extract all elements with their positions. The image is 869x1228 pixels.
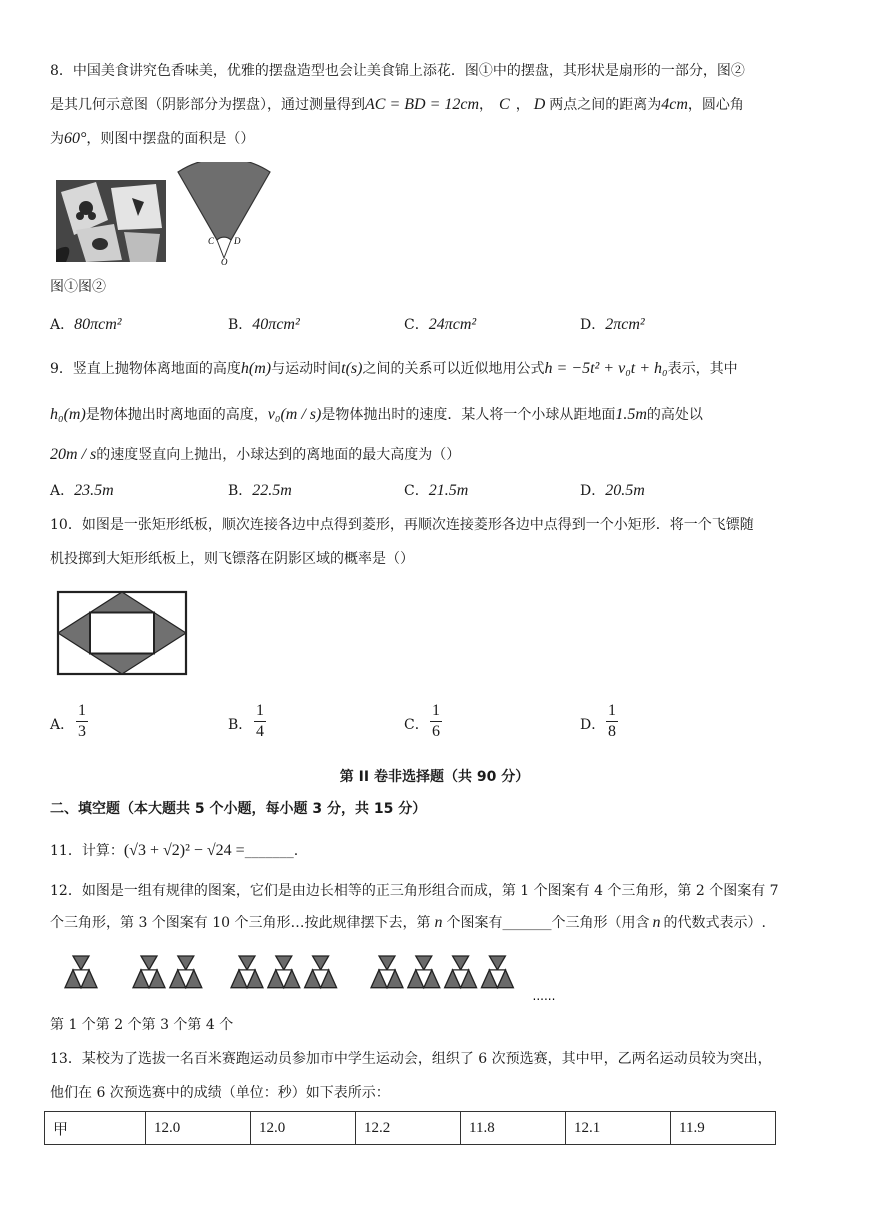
q12-ellipsis: ...... (532, 989, 556, 1003)
q8-line2-text-h: ，圆心角 (687, 97, 744, 113)
q9-v0-var: v₀(m / s) (267, 406, 322, 423)
q8-label-o: O (221, 257, 228, 266)
q10-option-c-num: 1 (432, 702, 440, 719)
q8-photo-drawing (56, 180, 166, 262)
q9-text-f: 是物体抛出时的速度．某人将一个小球从距地面 (321, 407, 616, 423)
q8-figure1-photo (56, 180, 166, 262)
q8-point-c: C (499, 96, 510, 113)
q10-option-b-letter: B． (228, 717, 253, 733)
q8-line2-text-b: ， (479, 97, 494, 113)
q9-text-g: 的高处以 (646, 407, 703, 423)
q8-option-d-value: 2πcm² (605, 316, 645, 333)
pattern-top-triangle (489, 956, 505, 970)
q13-score-table (44, 1111, 776, 1145)
q9-text-d: 表示，其中 (667, 361, 738, 377)
q8-option-c[interactable] (404, 314, 476, 336)
q10-option-d-den: 8 (608, 723, 616, 740)
q8-point-d: D (533, 96, 546, 113)
q8-option-a-value: 80πcm² (74, 316, 122, 333)
q12-n-var-2: n (652, 914, 661, 931)
q13-line1: 13．某校为了选拔一名百米赛跑运动员参加市中学生运动会，组织了 6 次预选赛，其中甲，乙两名运动员较为突出， (50, 1051, 772, 1067)
q9-height-var: h(m) (240, 360, 272, 377)
q8-option-a-letter: A． (50, 317, 75, 333)
table-row (45, 1112, 776, 1145)
q10-option-b-fraction (254, 702, 266, 741)
q8-radius-right (224, 240, 231, 258)
q10-option-c-den: 6 (432, 723, 440, 740)
q9-option-a-letter: A． (50, 483, 75, 499)
q13-score-5: 12.1 (566, 1112, 671, 1145)
pattern-top-triangle (178, 956, 194, 970)
q13-score-1: 12.0 (146, 1112, 251, 1145)
q12-triangle-patterns (56, 950, 556, 1006)
q10-option-d-num: 1 (608, 702, 616, 719)
q9-text-h: 的速度竖直向上抛出，小球达到的离地面的最大高度为（） (96, 447, 461, 463)
q12-text-b: 个图案有 (446, 915, 503, 931)
q10-option-b[interactable] (228, 712, 252, 734)
q8-label-c: C (208, 236, 215, 246)
q9-text-a: 9．竖直上抛物体离地面的高度 (50, 361, 241, 377)
q12-caption: 第 1 个第 2 个第 3 个第 4 个 (50, 1017, 234, 1033)
q8-option-d-letter: D． (580, 317, 606, 333)
q10-option-c-letter: C． (404, 717, 429, 733)
q9-option-d-value: 20.5m (605, 482, 645, 499)
q8-figure-caption: 图①图② (50, 279, 106, 295)
q9-text-e: 是物体抛出时离地面的高度， (85, 407, 268, 423)
pattern-top-triangle (453, 956, 469, 970)
q8-line2-text-a: 是其几何示意图（阴影部分为摆盘），通过测量得到 (50, 97, 365, 113)
q10-option-a-letter: A． (50, 717, 75, 733)
q9-h0-var: h₀(m) (50, 406, 86, 423)
q9-option-d[interactable] (580, 480, 645, 502)
q13-score-4: 11.8 (461, 1112, 566, 1145)
q10-option-d-fraction (606, 702, 618, 741)
q8-line2-text-f: 两点之间的距离为 (549, 97, 662, 113)
q13-score-3: 12.2 (356, 1112, 461, 1145)
q13-score-2: 12.0 (251, 1112, 356, 1145)
q8-option-b-letter: B． (228, 317, 253, 333)
q12-text-a: 个三角形，第 3 个图案有 10 个三角形…按此规律摆下去，第 (50, 915, 431, 931)
q9-text-c: 之间的关系可以近似地用公式 (362, 361, 545, 377)
q11-prefix: 11．计算： (50, 843, 124, 859)
q10-option-d[interactable] (580, 712, 605, 734)
q9-option-a[interactable] (50, 480, 114, 502)
q10-option-d-letter: D． (580, 717, 606, 733)
q10-option-b-den: 4 (256, 723, 264, 740)
q8-figure2-sector (172, 162, 278, 266)
q11-suffix: . (293, 843, 299, 859)
pattern-top-triangle (73, 956, 89, 970)
q12-text-c: 个三角形（用含 (551, 915, 650, 931)
q8-option-b-value: 40πcm² (252, 316, 300, 333)
q13-score-6: 11.9 (671, 1112, 776, 1145)
q9-option-d-letter: D． (580, 483, 606, 499)
q8-line3 (50, 128, 254, 150)
q8-label-d: D (234, 236, 241, 246)
q8-option-c-letter: C． (404, 317, 429, 333)
q9-option-a-value: 23.5m (74, 482, 114, 499)
q8-distance: 4cm (661, 96, 688, 113)
pattern-top-triangle (141, 956, 157, 970)
q9-formula: h = −5t² + v₀t + h₀ (544, 360, 668, 377)
q10-option-b-num: 1 (256, 702, 264, 719)
q12-line2 (50, 912, 766, 934)
q10-option-c[interactable] (404, 712, 429, 734)
q9-option-c-letter: C． (404, 483, 429, 499)
q10-option-a-den: 3 (78, 723, 86, 740)
q11-answer-blank[interactable]: _______ (244, 843, 294, 859)
q8-line2-text-d: ， (515, 97, 530, 113)
q12-text-d: 的代数式表示）. (663, 915, 766, 931)
q8-line3-text-b: ，则图中摆盘的面积是（） (86, 131, 255, 147)
q9-option-c[interactable] (404, 480, 468, 502)
q9-option-c-value: 21.5m (428, 482, 469, 499)
q8-option-c-value: 24πcm² (428, 316, 477, 333)
q10-line1: 10．如图是一张矩形纸板，顺次连接各边中点得到菱形，再顺次连接菱形各边中点得到一个小矩形．将一个飞镖随 (50, 517, 754, 533)
q9-speed: 20m / s (50, 446, 97, 463)
q8-line1: 8．中国美食讲究色香味美，优雅的摆盘造型也会让美食锦上添花．图①中的摆盘，其形状是扇形的一部分，图② (50, 63, 745, 79)
pattern-top-triangle (416, 956, 432, 970)
q9-option-b-letter: B． (228, 483, 253, 499)
q8-shaded-region (178, 162, 270, 240)
q11-line (50, 840, 298, 862)
q9-text-b: 与运动时间 (271, 361, 342, 377)
section2-subtitle: 二、填空题（本大题共 5 个小题，每小题 3 分，共 15 分） (50, 801, 427, 817)
q10-option-a[interactable] (50, 712, 74, 734)
q10-option-a-num: 1 (78, 702, 86, 719)
q12-pattern-group (65, 956, 513, 988)
pattern-top-triangle (313, 956, 329, 970)
pattern-top-triangle (239, 956, 255, 970)
pattern-top-triangle (379, 956, 395, 970)
q9-start-height: 1.5m (615, 406, 647, 423)
section2-title: 第 II 卷非选择题（共 90 分） (339, 769, 530, 785)
q12-n-var: n (434, 914, 443, 931)
q9-line2 (50, 404, 703, 426)
q8-angle: 60° (64, 130, 87, 147)
q10-rectangle-figure (56, 590, 190, 678)
q10-inner-rectangle (90, 613, 154, 654)
q8-line3-text-a: 为 (50, 131, 64, 147)
q9-line1 (50, 358, 738, 380)
q10-option-c-fraction (430, 702, 442, 741)
q9-time-var: t(s) (341, 360, 363, 377)
q8-option-a[interactable] (50, 314, 122, 336)
pattern-top-triangle (276, 956, 292, 970)
q9-option-b-value: 22.5m (252, 482, 292, 499)
q8-line2 (50, 94, 744, 116)
q12-line1: 12．如图是一组有规律的图案，它们是由边长相等的正三角形组合而成，第 1 个图案有 4 个三角形，第 2 个图案有 7 (50, 883, 779, 899)
q8-ac-bd-formula: AC = BD = 12cm (365, 96, 480, 113)
q11-expression: (√3 + √2)² − √24 = (123, 842, 245, 859)
q9-line3 (50, 444, 460, 466)
q13-row-label: 甲 (45, 1112, 146, 1145)
q10-option-a-fraction (76, 702, 88, 741)
q8-radius-left (217, 240, 224, 258)
q8-option-d[interactable] (580, 314, 645, 336)
q8-option-b[interactable] (228, 314, 300, 336)
q10-line2: 机投掷到大矩形纸板上，则飞镖落在阴影区域的概率是（） (50, 551, 414, 567)
q13-line2: 他们在 6 次预选赛中的成绩（单位：秒）如下表所示： (50, 1085, 390, 1101)
q9-option-b[interactable] (228, 480, 292, 502)
q12-answer-blank[interactable]: _______ (502, 915, 552, 931)
